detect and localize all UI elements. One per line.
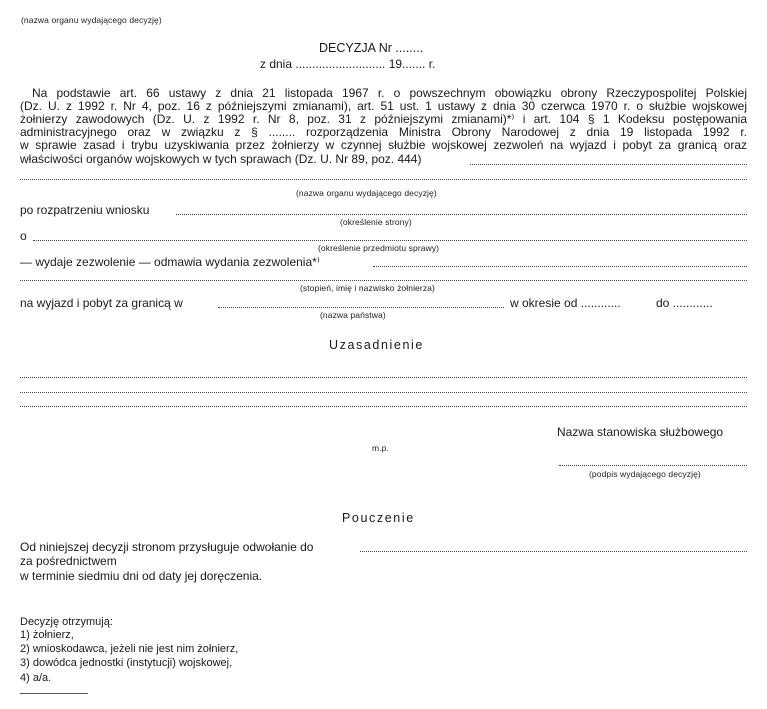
fill-line-decision[interactable] [373,265,747,267]
recipients-heading: Decyzję otrzymują: [20,616,113,628]
caption-soldier: (stopień, imię i nazwisko żołnierza) [300,283,435,293]
caption-party: (określenie strony) [340,217,412,227]
recipient-item: 3) dowódca jednostki (instytucji) wojskowej, [20,657,233,669]
after-review-label: po rozpatrzeniu wniosku [20,203,150,217]
position-title: Nazwa stanowiska służbowego [557,425,724,439]
recipient-item: 1) żołnierz, [20,629,74,641]
fill-line-appeal-body[interactable] [360,550,747,552]
instruction-line-1: Od niniejszej decyzji stronom przysługuje odwołanie do [20,540,314,554]
instruction-heading: Pouczenie [342,511,415,525]
period-from: w okresie od ............ [510,296,621,310]
basis-line-2: (Dz. U. z 1992 r. Nr 4, poz. 16 z późniejszymi zmianami), art. 51 ust. 1 ustawy z dnia 30 czerwca 1970 r. o służbie wojskowej [20,99,747,113]
instruction-line-3: w terminie siedmiu dni od daty jej doręczenia. [20,569,263,583]
justification-line-2[interactable] [20,391,747,393]
decision-title: DECYZJA Nr ........ [319,41,424,55]
signature-line[interactable] [559,464,747,466]
footnote-rule [20,693,88,694]
caption-organ: (nazwa organu wydającego decyzję) [296,188,437,198]
recipient-item: 2) wnioskodawca, jeżeli nie jest nim żołnierz, [20,643,239,655]
basis-line-6: właściwości organów wojskowych w tych sprawach (Dz. U. Nr 89, poz. 444) [20,152,422,166]
decision-date: z dnia ........................... 19....... r. [260,57,436,71]
fill-line-country[interactable] [218,306,504,308]
basis-line-5: w sprawie zasad i trybu uzyskiwania przez żołnierzy w czynnej służbie wojskowej zezwoleń na wyjazd i pobyt za granicą oraz [20,138,747,152]
fill-line-party[interactable] [176,213,747,215]
basis-line-4: administracyjnego oraz w związku z § ........ rozporządzenia Ministra Obrony Narodowej z dnia 19 listopada 1992 r. [20,125,747,139]
subject-label: o [20,229,27,243]
justification-heading: Uzasadnienie [329,338,424,352]
recipient-item: 4) a/a. [20,672,52,684]
justification-line-1[interactable] [20,376,747,378]
instruction-line-2: za pośrednictwem [20,554,117,568]
caption-country: (nazwa państwa) [320,310,386,320]
basis-line-3: żołnierzy zawodowych (Dz. U. z 1992 r. Nr 8, poz. 31 z późniejszymi zmianami)*⁾ i art. 104 § 1 Kodeksu postępowania [20,112,747,126]
period-to: do ............ [656,296,713,310]
fill-line-organ[interactable] [20,178,747,180]
decision-label: — wydaje zezwolenie — odmawia wydania zezwolenia*⁾ [20,255,320,269]
stamp-label: m.p. [372,443,389,453]
basis-line-1: Na podstawie art. 66 ustawy z dnia 21 listopada 1967 r. o powszechnym obowiązku obrony Rzeczypospolitej Polskiej [32,86,747,100]
issuing-authority-note: (nazwa organu wydającego decyzję) [21,15,162,25]
caption-subject: (określenie przedmiotu sprawy) [318,243,440,253]
fill-line-basis[interactable] [470,163,747,165]
caption-signature: (podpis wydającego decyzję) [589,469,701,479]
fill-line-subject[interactable] [33,239,747,241]
fill-line-soldier[interactable] [20,279,747,281]
justification-line-3[interactable] [20,405,747,407]
travel-label: na wyjazd i pobyt za granicą w [20,296,183,310]
